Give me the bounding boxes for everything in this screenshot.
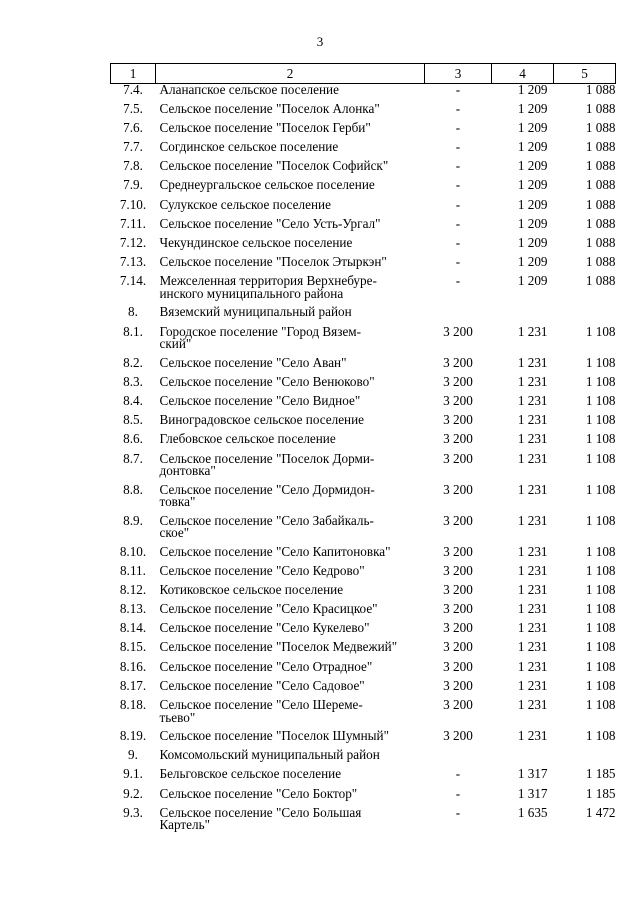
- value-col-4: 1 317: [517, 766, 548, 782]
- settlement-name: [156, 306, 425, 325]
- row-number: 8.14.: [119, 620, 147, 636]
- settlement-name-line: Чекундинское сельское поселение: [159, 235, 353, 250]
- table-row: [111, 484, 616, 515]
- settlement-name-line: Сельское поселение "Село Венюково": [159, 373, 375, 389]
- value-col-4: 1 231: [517, 658, 548, 674]
- value-col-4: 1 231: [517, 677, 548, 693]
- value-col-4: 1 209: [517, 273, 548, 289]
- row-number: 8.12.: [119, 581, 147, 597]
- value-col-5: 1 088: [585, 177, 616, 193]
- table-row: [111, 199, 616, 218]
- value-col-4: 1 209: [517, 82, 548, 97]
- settlement-name-line: Сулукское сельское поселение: [159, 196, 331, 212]
- value-col-3: -: [455, 158, 461, 174]
- value-col-3: 3 200: [443, 543, 473, 559]
- table-row: [111, 306, 616, 325]
- settlement-name: [156, 100, 425, 122]
- settlement-name-line: Сельское поселение "Село Забайкаль-: [159, 512, 374, 528]
- value-col-3: 3 200: [443, 728, 473, 743]
- settlement-name-line: Вяземский муниципальный район: [159, 304, 352, 320]
- value-col-4: 1 231: [517, 392, 548, 408]
- value-col-4: 1 231: [517, 697, 548, 712]
- value-col-3: -: [455, 100, 461, 116]
- value-col-5: 1 108: [585, 512, 616, 528]
- value-col-5: 1 088: [585, 273, 616, 289]
- value-col-5: 1 108: [585, 481, 616, 497]
- settlement-name-line: Сельское поселение "Село Большая: [159, 804, 362, 820]
- value-col-3: [425, 306, 492, 325]
- settlement-name-line: Сельское поселение "Село Боктор": [159, 785, 358, 801]
- settlement-name-line: Бельговское сельское поселение: [159, 766, 342, 782]
- settlement-name-line: Виноградовское сельское поселение: [159, 412, 365, 428]
- row-number: 7.5.: [123, 100, 143, 116]
- value-col-3: 3 200: [443, 392, 473, 408]
- value-col-5: 1 108: [585, 620, 616, 636]
- value-col-5: 1 088: [585, 158, 616, 174]
- value-col-5: 1 088: [585, 119, 616, 135]
- row-number: 8.17.: [119, 677, 147, 693]
- settlement-name-line: Межселенная территория Верхнебуре-: [159, 273, 377, 289]
- settlement-name-line: Среднеургальское сельское поселение: [159, 177, 375, 193]
- settlement-name-line: Сельское поселение "Поселок Алонка": [159, 100, 380, 116]
- table-row: [111, 179, 616, 198]
- table-row: [111, 768, 616, 787]
- row-number: 8.9.: [123, 512, 143, 528]
- table-row: [111, 641, 616, 660]
- settlement-name-line: Сельское поселение "Поселок Шумный": [159, 728, 389, 743]
- value-col-5: 1 472: [585, 804, 616, 820]
- table-row: [111, 84, 616, 103]
- settlement-name-line: Сельское поселение "Село Аван": [159, 354, 347, 370]
- value-col-3: -: [455, 804, 461, 820]
- value-col-4: 1 231: [517, 728, 548, 743]
- value-col-3: 3 200: [443, 512, 473, 528]
- row-number: 7.12.: [119, 235, 147, 250]
- value-col-4: 1 209: [517, 235, 548, 250]
- value-col-4: 1 231: [517, 581, 548, 597]
- settlement-name: [156, 323, 425, 357]
- value-col-3: -: [455, 215, 461, 231]
- value-col-4: 1 231: [517, 323, 548, 339]
- value-col-5: 1 108: [585, 562, 616, 578]
- column-header-1: 1: [111, 64, 156, 84]
- settlement-name-line: Сельское поселение "Поселок Софийск": [159, 158, 389, 174]
- value-col-5: 1 108: [585, 373, 616, 389]
- settlement-name: [156, 84, 425, 103]
- value-col-5: 1 088: [585, 254, 616, 270]
- row-number: 7.7.: [123, 139, 143, 155]
- value-col-3: -: [455, 82, 461, 97]
- value-col-4: 1 231: [517, 354, 548, 370]
- value-col-4: 1 231: [517, 512, 548, 528]
- row-number: 8.11.: [120, 562, 146, 578]
- value-col-4: 1 209: [517, 100, 548, 116]
- value-col-3: -: [455, 139, 461, 155]
- value-col-4: 1 209: [517, 158, 548, 174]
- settlement-name: [156, 543, 425, 565]
- value-col-5: 1 108: [585, 450, 616, 466]
- value-col-5: [554, 306, 616, 325]
- table-row: [111, 433, 616, 452]
- settlement-name-line: Сельское поселение "Поселок Медвежий": [159, 639, 398, 655]
- row-number: 8.6.: [123, 431, 143, 447]
- value-col-3: 3 200: [443, 620, 473, 636]
- value-col-4: 1 231: [517, 431, 548, 447]
- value-col-3: 3 200: [443, 639, 473, 655]
- row-number: 9.3.: [123, 804, 143, 820]
- settlement-name: [156, 658, 425, 680]
- row-number: 7.6.: [123, 119, 143, 135]
- row-number: 8.3.: [123, 373, 143, 389]
- value-col-5: 1 108: [585, 392, 616, 408]
- settlement-name: [156, 512, 425, 546]
- value-col-5: 1 108: [585, 658, 616, 674]
- value-col-3: 3 200: [443, 354, 473, 370]
- value-col-5: 1 088: [585, 215, 616, 231]
- value-col-4: 1 209: [517, 177, 548, 193]
- value-col-3: 3 200: [443, 581, 473, 597]
- value-col-5: 1 185: [585, 785, 616, 801]
- column-header-3: 3: [425, 64, 492, 84]
- value-col-5: 1 088: [585, 139, 616, 155]
- settlement-name-line: Сельское поселение "Село Видное": [159, 392, 361, 408]
- row-number: 8.16.: [119, 658, 147, 674]
- row-number: 8.4.: [123, 392, 143, 408]
- row-number: 8.18.: [119, 697, 147, 712]
- value-col-5: 1 185: [585, 766, 616, 782]
- value-col-3: 3 200: [443, 450, 473, 466]
- table-row: [111, 699, 616, 730]
- row-number: 8.5.: [123, 412, 143, 428]
- row-number: 8.19.: [119, 728, 147, 743]
- value-col-3: -: [455, 766, 461, 782]
- row-number: 8.1.: [123, 323, 143, 339]
- settlement-name-line: Сельское поселение "Село Красицкое": [159, 601, 378, 617]
- settlement-name-line: Сельское поселение "Село Шереме-: [159, 697, 363, 712]
- row-number: 7.10.: [119, 196, 147, 212]
- row-number: 9.1.: [123, 766, 143, 782]
- settlement-name-line: Сельское поселение "Село Кукелево": [159, 620, 370, 636]
- settlement-name-line: товка": [159, 494, 196, 509]
- value-col-4: [492, 306, 554, 325]
- value-col-5: 1 108: [585, 412, 616, 428]
- settlement-name-line: донтовка": [159, 463, 216, 478]
- value-col-5: 1 088: [585, 100, 616, 116]
- settlement-name: [156, 450, 425, 484]
- settlement-name-line: Городское поселение "Город Вязем-: [159, 323, 362, 339]
- row-number: 8.: [128, 304, 138, 320]
- settlement-name: [156, 768, 425, 787]
- row-number: 8.7.: [123, 450, 143, 466]
- settlement-name-line: Сельское поселение "Село Усть-Ургал": [159, 215, 381, 231]
- value-col-3: -: [455, 254, 461, 270]
- value-col-5: 1 108: [585, 601, 616, 617]
- value-col-3: -: [455, 196, 461, 212]
- value-col-5: 1 088: [585, 82, 616, 97]
- table-row: [111, 807, 616, 838]
- value-col-5: 1 108: [585, 639, 616, 655]
- row-number: 8.2.: [123, 354, 143, 370]
- value-col-4: 1 231: [517, 481, 548, 497]
- value-col-5: 1 108: [585, 431, 616, 447]
- settlement-name-line: Комсомольский муниципальный район: [159, 747, 380, 763]
- settlement-name: [156, 179, 425, 198]
- value-col-3: 3 200: [443, 697, 473, 712]
- value-col-4: 1 231: [517, 562, 548, 578]
- settlement-name-line: Сельское поселение "Село Садовое": [159, 677, 365, 693]
- settlement-name-line: Согдинское сельское поселение: [159, 139, 339, 155]
- table-row: [111, 515, 616, 546]
- table-row: [111, 565, 616, 584]
- settlement-name: [156, 433, 425, 452]
- value-col-4: 1 317: [517, 785, 548, 801]
- settlement-name: [156, 354, 425, 376]
- value-col-3: -: [455, 785, 461, 801]
- row-number: 9.: [128, 747, 138, 763]
- value-col-4: 1 209: [517, 139, 548, 155]
- settlement-name-line: Сельское поселение "Поселок Дорми-: [159, 450, 375, 466]
- value-col-5: 1 108: [585, 728, 616, 743]
- value-col-4: 1 209: [517, 215, 548, 231]
- value-col-5: 1 108: [585, 581, 616, 597]
- value-col-4: 1 209: [517, 119, 548, 135]
- settlement-name-line: ское": [159, 525, 190, 540]
- row-number: 7.13.: [119, 254, 147, 270]
- table-row: [111, 275, 616, 306]
- row-number: 7.4.: [123, 82, 143, 97]
- value-col-5: 1 108: [585, 354, 616, 370]
- column-header-5: 5: [554, 64, 616, 84]
- row-number: 8.10.: [119, 543, 147, 559]
- value-col-3: 3 200: [443, 562, 473, 578]
- value-col-4: 1 231: [517, 601, 548, 617]
- table-header-row: [111, 64, 616, 84]
- value-col-5: 1 108: [585, 323, 616, 339]
- value-col-4: 1 209: [517, 196, 548, 212]
- row-number: 7.14.: [119, 273, 147, 289]
- value-col-4: 1 231: [517, 412, 548, 428]
- value-col-4: 1 231: [517, 543, 548, 559]
- tariff-table: [110, 63, 616, 838]
- column-header-4: 4: [492, 64, 554, 84]
- value-col-4: 1 635: [517, 804, 548, 820]
- value-col-3: 3 200: [443, 677, 473, 693]
- settlement-name-line: Аланапское сельское поселение: [159, 82, 339, 97]
- settlement-name-line: Сельское поселение "Село Капитоновка": [159, 543, 391, 559]
- row-number: 7.9.: [123, 177, 143, 193]
- value-col-3: -: [455, 177, 461, 193]
- settlement-name-line: ский": [159, 336, 192, 352]
- settlement-name-line: Глебовское сельское поселение: [159, 431, 336, 447]
- row-number: 7.8.: [123, 158, 143, 174]
- value-col-3: -: [455, 273, 461, 289]
- value-col-4: 1 209: [517, 254, 548, 270]
- value-col-3: 3 200: [443, 658, 473, 674]
- value-col-5: 1 088: [585, 196, 616, 212]
- value-col-3: 3 200: [443, 373, 473, 389]
- row-number: 7.11.: [120, 215, 146, 231]
- table-row: [111, 326, 616, 357]
- settlement-name: [156, 481, 425, 515]
- settlement-name-line: Сельское поселение "Поселок Этыркэн": [159, 254, 387, 270]
- settlement-name: [156, 196, 425, 218]
- page-number: 3: [316, 34, 324, 49]
- table-row: [111, 453, 616, 484]
- value-col-4: 1 231: [517, 639, 548, 655]
- settlement-name: [156, 804, 425, 838]
- table-row: [111, 103, 616, 122]
- table-row: [111, 546, 616, 565]
- table-row: [111, 788, 616, 807]
- settlement-name-line: тьево": [159, 709, 196, 725]
- value-col-4: 1 231: [517, 373, 548, 389]
- value-col-5: 1 108: [585, 543, 616, 559]
- value-col-3: 3 200: [443, 601, 473, 617]
- settlement-name: [156, 562, 425, 584]
- row-number: 9.2.: [123, 785, 143, 801]
- settlement-name-line: инского муниципального района: [159, 285, 344, 301]
- value-col-4: 1 231: [517, 450, 548, 466]
- value-col-4: 1 231: [517, 620, 548, 636]
- table-row: [111, 661, 616, 680]
- table-body: [111, 84, 616, 838]
- table-row: [111, 357, 616, 376]
- value-col-3: -: [455, 119, 461, 135]
- value-col-3: -: [455, 235, 461, 250]
- column-header-2: 2: [156, 64, 425, 84]
- value-col-3: 3 200: [443, 323, 473, 339]
- value-col-3: 3 200: [443, 431, 473, 447]
- settlement-name-line: Сельское поселение "Село Отрадное": [159, 658, 373, 674]
- settlement-name: [156, 641, 425, 660]
- settlement-name-line: Сельское поселение "Поселок Герби": [159, 119, 371, 135]
- value-col-5: 1 108: [585, 697, 616, 712]
- settlement-name: [156, 699, 425, 730]
- settlement-name-line: Котиковское сельское поселение: [159, 581, 344, 597]
- settlement-name: [156, 785, 425, 807]
- settlement-name: [156, 275, 425, 306]
- settlement-name-line: Сельское поселение "Село Кедрово": [159, 562, 365, 578]
- settlement-name-line: Картель": [159, 817, 210, 833]
- row-number: 8.13.: [119, 601, 147, 617]
- value-col-3: 3 200: [443, 481, 473, 497]
- row-number: 8.15.: [119, 639, 147, 655]
- value-col-5: 1 088: [585, 235, 616, 250]
- value-col-3: 3 200: [443, 412, 473, 428]
- value-col-5: 1 108: [585, 677, 616, 693]
- row-number: 8.8.: [123, 481, 143, 497]
- settlement-name-line: Сельское поселение "Село Дормидон-: [159, 481, 375, 497]
